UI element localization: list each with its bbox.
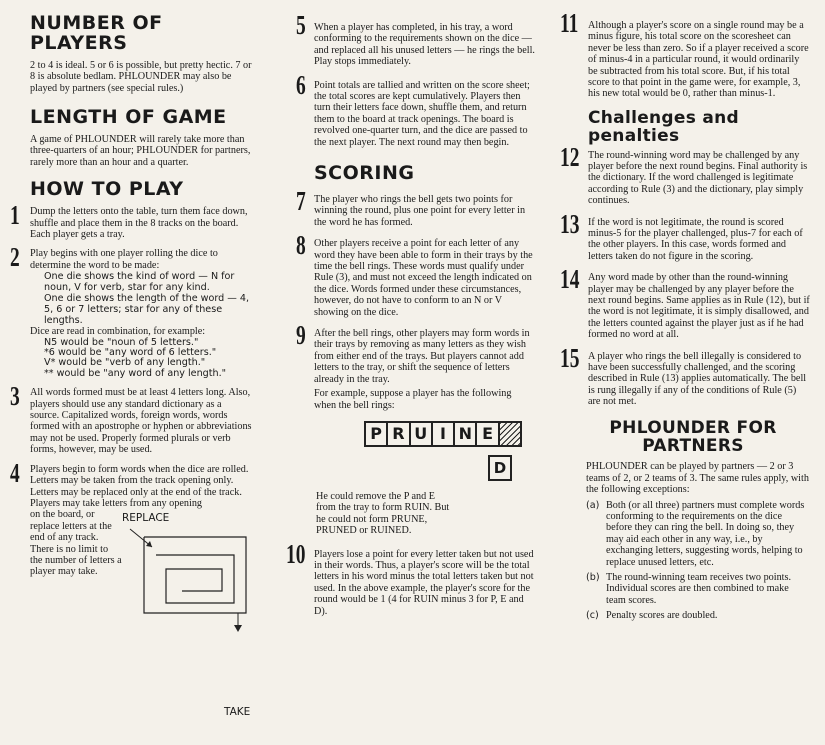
take-label: TAKE <box>224 705 251 718</box>
heading-how-to-play: HOW TO PLAY <box>30 178 184 201</box>
tray-caption: He could remove the P and E from the tray to form RUIN. But he could not form PRUNE, PRUNED or RUINED. <box>316 490 450 537</box>
rule-text: If the word is not legitimate, the round is scored minus-5 for the player challenged, plus-7 for each of the other players. In this case, words formed and letters taken do not figure in the scoring. <box>588 216 803 262</box>
rule-number: 13 <box>560 208 580 239</box>
tray-end-hatch <box>500 423 520 445</box>
rule-text-example: For example, suppose a player has the following when the bell rings: <box>314 388 512 411</box>
rule-text: Point totals are tallied and written on the score sheet; the total scores are kept cumulatively. Players then turn their letters face down, shuffle them, and return them to the board at track openings. The board is revolved one-quarter turn, and the dice are passed to the next player. The next round may then begin. <box>314 79 530 148</box>
rule-number: 9 <box>296 320 306 351</box>
letter-tile: N <box>455 423 477 445</box>
rule-8 <box>296 230 536 318</box>
item-label: (b) <box>586 572 600 583</box>
rule-number: 14 <box>560 264 580 295</box>
rule-text-kind: One die shows the kind of word — N for noun, V for verb, star for any kind. <box>44 271 235 294</box>
letter-tray <box>364 421 522 447</box>
rule-text: Players lose a point for every letter taken but not used in their words. Thus, a player's score will be the total letters in his word minus the total letters taken but not used. In the above example, the player's score for the round would be 1 (4 for RUIN minus 3 for P, E and D). <box>314 548 534 617</box>
rule-number: 6 <box>296 69 306 100</box>
heading-partners <box>564 417 810 456</box>
rule-text-side: on the board, or replace letters at the end of any track. There is no limit to the number of letters a player may take. <box>30 509 122 578</box>
item-text: Both (or all three) partners must complete words conforming to the requirements on the dice before they can ring the bell. In doing so, they may aid each other in any way, i.e., by exchanging letters, suggesting words, helping to replace unused letters, etc. <box>606 499 805 568</box>
example-line: *6 would be "any word of 6 letters." <box>44 347 217 359</box>
example-line: V* would be "verb of any length." <box>44 357 206 369</box>
column-2 <box>286 8 536 617</box>
rule-6 <box>296 69 536 148</box>
rule-text: Play begins with one player rolling the dice to determine the word to be made: <box>30 248 218 271</box>
item-label: (a) <box>586 499 600 511</box>
rule-text: After the bell rings, other players may form words in their trays by removing as many letters as they wish from either end of the trays. But players cannot add letters to the tray, or shift the sequence of letters already in the tray. <box>314 328 530 385</box>
rule-number: 10 <box>286 538 306 569</box>
letter-tile: R <box>388 423 410 445</box>
rule-text: Other players receive a point for each letter of any word they have been able to form in their trays by the time the bell rings. These words must qualify under Rule (3), and must not exceed the length indicated on the dice. Words formed under these circumstances, however, do not have to conform to an N or V showing on the dice. <box>314 238 533 318</box>
paragraph-partners: PHLOUNDER can be played by partners — 2 or 3 teams of 2, or 2 teams of 3. The same rules apply, with the following exceptions: <box>586 461 809 496</box>
rule-text: Although a player's score on a single round may be a minus figure, his total score on the scoresheet can never be less than zero. So if a player received a score of minus-4 in a particular round, it would ordinarily be subtracted from his total score. But, if his total score to that point in the game were, for example, 3, his new total would be 0, rather than minus-1. <box>588 20 809 100</box>
rule-12 <box>560 141 810 207</box>
rule-9 <box>296 320 536 411</box>
rule-5 <box>296 10 536 68</box>
rule-15 <box>560 342 810 408</box>
rule-10 <box>286 538 536 617</box>
partners-item-b <box>564 572 810 606</box>
partners-item-c <box>564 610 810 621</box>
letter-tile: E <box>477 423 499 445</box>
rule-text: The round-winning word may be challenged by any player before the next round begins. Final authority is the dictionary. If the word challenged is legitimate according to Rule (3) and the dictionary, play simply continues. <box>588 149 808 207</box>
rule-number: 11 <box>560 8 579 38</box>
heading-challenges: Challenges and penalties <box>588 107 740 146</box>
tray-example <box>364 421 536 481</box>
paragraph-number-of-players: 2 to 4 is ideal. 5 or 6 is possible, but pretty hectic. 7 or 8 is absolute bedlam. PHLOUNDER may also be played by partners (see special rules.) <box>30 59 252 94</box>
track-diagram-area <box>30 509 252 637</box>
letter-tile: P <box>366 423 388 445</box>
rule-number: 3 <box>10 381 20 412</box>
rule-number: 12 <box>560 141 580 172</box>
rule-text: When a player has completed, in his tray, a word conforming to the requirements shown on the dice — and replaced all his unused letters — he rings the bell. Play stops immediately. <box>314 22 535 68</box>
column-1 <box>10 8 252 718</box>
rule-number: 2 <box>10 242 20 273</box>
rule-number: 15 <box>560 342 580 373</box>
rule-number: 7 <box>296 186 306 216</box>
heading-partners-line-1: PHLOUNDER FOR <box>609 417 777 438</box>
letter-tile: U <box>411 423 433 445</box>
item-label: (c) <box>586 610 599 622</box>
rule-text: Dice are read in combination, for example: <box>30 326 206 338</box>
rule-text: Any word made by other than the round-winning player may be challenged by any player before the next round begins. Same applies as in Rule (12), but if the word is not legitimate, it is simply disallowed, and the letters counted against the player just as if he had formed no word at all. <box>588 272 810 341</box>
rule-text-length: One die shows the length of the word — 4, 5, 6 or 7 letters; star for any of these lengths. <box>44 293 250 327</box>
item-text: The round-winning team receives two points. Individual scores are then combined to make team scores. <box>606 572 792 606</box>
rule-1 <box>10 200 252 240</box>
rule-number: 8 <box>296 230 306 261</box>
heading-partners-line-2: PARTNERS <box>642 435 744 456</box>
replace-label: REPLACE <box>122 512 170 525</box>
heading-length-of-game: LENGTH OF GAME <box>30 106 227 129</box>
example-line: ** would be "any word of any length." <box>44 367 227 379</box>
letter-tile-d: D <box>488 455 512 481</box>
rule-number: 1 <box>10 200 20 231</box>
rule-11 <box>560 8 810 100</box>
rule-7 <box>296 186 536 228</box>
partners-item-a <box>564 500 810 568</box>
rule-text: Dump the letters onto the table, turn them face down, shuffle and place them in the 8 tracks on the board. Each player gets a tray. <box>30 206 248 240</box>
example-line: N5 would be "noun of 5 letters." <box>44 336 199 348</box>
paragraph-length-of-game: A game of PHLOUNDER will rarely take more than three-quarters of an hour; PHLOUNDER for partners, rarely more than an hour and a quarter. <box>30 134 251 168</box>
rule-3 <box>10 381 252 456</box>
rule-text: All words formed must be at least 4 letters long. Also, players should use any standard dictionary as a source. Capitalized words, foreign words, words formed with an apostrophe or hyphen or abbreviations may not be used. Properly formed plurals or verb forms, however, may be used. <box>30 387 252 456</box>
column-3 <box>560 8 810 622</box>
heading-scoring: SCORING <box>314 162 415 185</box>
rule-number: 5 <box>296 10 306 40</box>
track-diagram <box>126 525 252 637</box>
letter-tile: I <box>433 423 455 445</box>
rule-13 <box>560 208 810 263</box>
rule-text: The player who rings the bell gets two points for winning the round, plus one point for every letter in the word he has formed. <box>314 194 526 228</box>
rule-2 <box>10 242 252 379</box>
rule-text: A player who rings the bell illegally is considered to have been successfully challenged, and the scoring described in Rule (13) applies automatically. The bell is rung illegally if any of the conditions of Rule (5) are not met. <box>588 350 807 408</box>
rule-14 <box>560 264 810 341</box>
rule-4 <box>10 457 252 718</box>
rule-number: 4 <box>10 457 20 488</box>
heading-number-of-players: NUMBER OF PLAYERS <box>30 12 163 54</box>
rule-text: Players begin to form words when the dice are rolled. Letters may be taken from the track opening only. Letters may be replaced only at the end of the track. Players may take letters from any opening <box>30 463 249 509</box>
item-text: Penalty scores are doubled. <box>606 610 718 622</box>
